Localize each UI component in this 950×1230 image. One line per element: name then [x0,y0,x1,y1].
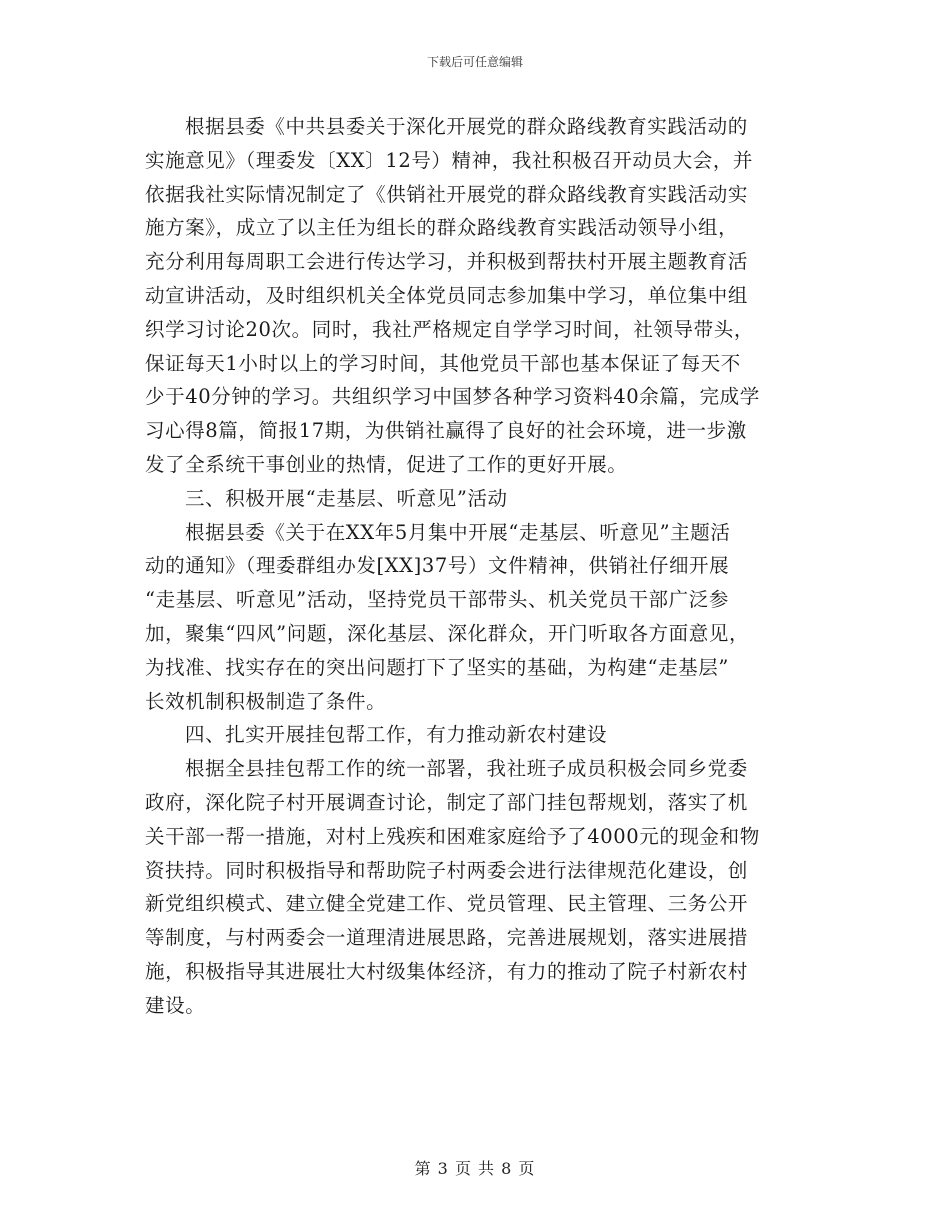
text-line: 保证每天1小时以上的学习时间，其他党员干部也基本保证了每天不 [145,351,741,375]
page-header: 下载后可任意编辑 [426,55,523,69]
text-line: 建设。 [145,993,206,1017]
text-line: 等制度，与村两委会一道理清进展思路，完善进展规划，落实进展措 [145,926,749,950]
text-line: 动宣讲活动，及时组织机关全体党员同志参加集中学习，单位集中组 [145,283,749,307]
text-line: 施，积极指导其进展壮大村级集体经济，有力的推动了院子村新农村 [145,959,749,983]
page-footer: 第 3 页 共 8 页 [414,1159,536,1178]
text-line: 新党组织模式、建立健全党建工作、党员管理、民主管理、三务公开 [145,892,749,916]
text-line: 政府，深化院子村开展调查讨论，制定了部门挂包帮规划，落实了机 [145,790,749,814]
section-heading: 四、扎实开展挂包帮工作，有力推动新农村建设 [185,723,608,747]
text-line: 加，聚集“四风”问题，深化基层、深化群众，开门听取各方面意见， [145,621,750,645]
text-line: 施方案》，成立了以主任为组长的群众路线教育实践活动领导小组， [145,216,739,240]
text-line: 资扶持。同时积极指导和帮助院子村两委会进行法律规范化建设，创 [145,858,749,882]
text-line: 发了全系统干事创业的热情，促进了工作的更好开展。 [145,452,628,476]
text-line: 为找准、找实存在的突出问题打下了坚实的基础，为构建“走基层” [145,655,729,679]
text-line: 根据县委《中共县委关于深化开展党的群众路线教育实践活动的 [185,115,748,138]
text-line: 根据全县挂包帮工作的统一部署，我社班子成员积极会同乡党委 [185,757,748,781]
text-line: “走基层、听意见”活动，坚持党员干部带头、机关党员干部广泛参 [145,588,729,612]
text-line: 习心得8篇，简报17期，为供销社赢得了良好的社会环境，进一步激 [145,419,747,443]
text-line: 少于40分钟的学习。共组织学习中国梦各种学习资料40余篇，完成学 [145,385,760,409]
text-line: 长效机制积极制造了条件。 [145,689,387,713]
section-heading: 三、积极开展“走基层、听意见”活动 [185,486,508,510]
text-line: 充分利用每周职工会进行传达学习，并积极到帮扶村开展主题教育活 [145,250,749,274]
text-line: 动的通知》（理委群组办发[XX]37号）文件精神，供销社仔细开展 [145,554,730,578]
text-line: 依据我社实际情况制定了《供销社开展党的群众路线教育实践活动实 [145,182,749,206]
text-line: 织学习讨论20次。同时，我社严格规定自学学习时间，社领导带头， [145,317,754,341]
text-line: 根据县委《关于在XX年5月集中开展“走基层、听意见”主题活 [185,520,731,544]
text-line: 关干部一帮一措施，对村上残疾和困难家庭给予了4000元的现金和物 [145,824,760,848]
document-body [145,110,815,1023]
text-line: 实施意见》（理委发〔XX〕12号）精神，我社积极召开动员大会，并 [145,148,754,172]
